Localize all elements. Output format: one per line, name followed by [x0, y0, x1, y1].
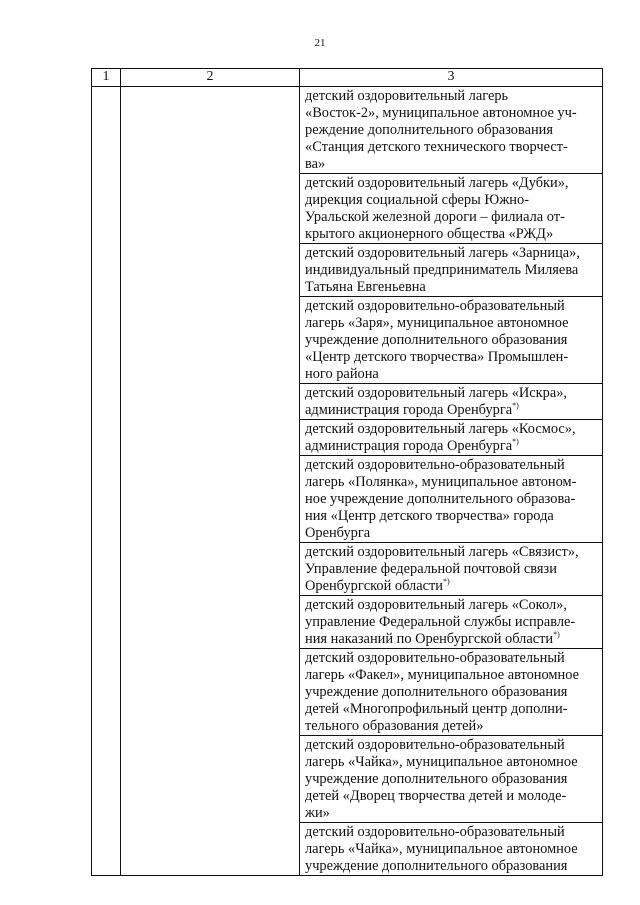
entry-text: администрация города Оренбурга	[305, 438, 513, 454]
footnote-mark: *)	[512, 438, 519, 447]
entry-line	[305, 614, 599, 631]
table-header-row	[92, 69, 603, 87]
entry-text: дирекция социальной сферы Южно-	[305, 192, 529, 208]
entry-line	[305, 841, 599, 858]
entry-text: детский оздоровительный лагерь	[305, 88, 509, 104]
entry-text: лагерь «Чайка», муниципальное автономное	[305, 841, 578, 857]
column-1-cell	[92, 87, 121, 876]
entry-text: детский оздоровительный лагерь «Дубки»,	[305, 175, 569, 191]
institution-entry	[300, 456, 603, 543]
entry-line	[305, 245, 599, 262]
entry-text: лагерь «Чайка», муниципальное автономное	[305, 754, 578, 770]
institution-entry	[300, 420, 603, 456]
entry-text: «Станция детского технического творчест-	[305, 139, 568, 155]
entry-line	[305, 561, 599, 578]
entry-line	[305, 298, 599, 315]
footnote-mark: *)	[512, 402, 519, 411]
entry-text: крытого акционерного общества «РЖД»	[305, 226, 554, 242]
entry-line	[305, 315, 599, 332]
entry-text: Оренбургской области	[305, 578, 443, 594]
entry-text: детский оздоровительный лагерь «Космос»,	[305, 421, 576, 437]
entry-line	[305, 192, 599, 209]
entry-line	[305, 771, 599, 788]
entry-text: «Центр детского творчества» Промышлен-	[305, 349, 569, 365]
entry-text: учреждение дополнительного образования	[305, 332, 568, 348]
entry-text: Татьяна Евгеньевна	[305, 279, 426, 295]
entry-line	[305, 105, 599, 122]
entry-text: детский оздоровительно-образовательный	[305, 457, 565, 473]
entry-text: Уральской железной дороги – филиала от-	[305, 209, 565, 225]
entry-line	[305, 385, 599, 402]
entry-text: Оренбурга	[305, 525, 371, 541]
entry-text: ное учреждение дополнительного образова-	[305, 491, 576, 507]
entry-line	[305, 508, 599, 525]
entry-line	[305, 175, 599, 192]
entry-text: детей «Дворец творчества детей и молоде-	[305, 788, 567, 804]
institution-entry	[300, 384, 603, 420]
entry-text: лагерь «Факел», муниципальное автономное	[305, 667, 579, 683]
entry-text: учреждение дополнительного образования	[305, 771, 568, 787]
entry-text: ва»	[305, 156, 326, 172]
column-header-1: 1	[92, 69, 121, 87]
column-2-cell	[121, 87, 300, 876]
entry-line	[305, 650, 599, 667]
entry-line	[305, 544, 599, 561]
column-header-3: 3	[300, 69, 603, 87]
institution-entry	[300, 87, 603, 174]
entry-line	[305, 88, 599, 105]
entry-line	[305, 366, 599, 383]
entry-line	[305, 824, 599, 841]
entry-text: лагерь «Заря», муниципальное автономное	[305, 315, 569, 331]
entry-line	[305, 122, 599, 139]
institutions-table	[91, 68, 603, 876]
institution-entry	[300, 649, 603, 736]
entry-text: детский оздоровительный лагерь «Связист»,	[305, 544, 579, 560]
entry-text: детский оздоровительный лагерь «Искра»,	[305, 385, 568, 401]
entry-line	[305, 349, 599, 366]
entry-text: управление Федеральной службы исправле-	[305, 614, 576, 630]
institution-entry	[300, 736, 603, 823]
page-number: 21	[314, 37, 326, 49]
entry-line	[305, 491, 599, 508]
entry-text: администрация города Оренбурга	[305, 402, 513, 418]
entry-line	[305, 226, 599, 243]
table-row	[92, 87, 603, 174]
entry-line	[305, 279, 599, 296]
entry-line	[305, 457, 599, 474]
entry-line	[305, 667, 599, 684]
institution-entry	[300, 174, 603, 244]
entry-text: тельного образования детей»	[305, 718, 484, 734]
entry-line	[305, 332, 599, 349]
entry-text: реждение дополнительного образования	[305, 122, 553, 138]
entry-text: детский оздоровительно-образовательный	[305, 737, 565, 753]
entry-line	[305, 597, 599, 614]
entry-line	[305, 737, 599, 754]
entry-line	[305, 805, 599, 822]
entry-text: детский оздоровительно-образовательный	[305, 824, 565, 840]
entry-line	[305, 858, 599, 875]
table-body	[92, 87, 603, 876]
entry-text: ния «Центр детского творчества» города	[305, 508, 554, 524]
column-header-2: 2	[121, 69, 300, 87]
entry-line	[305, 421, 599, 438]
entry-text: лагерь «Полянка», муниципальное автоном-	[305, 474, 577, 490]
institution-entry	[300, 823, 603, 876]
entry-line	[305, 684, 599, 701]
entry-text: ния наказаний по Оренбургской области	[305, 631, 554, 647]
entry-line	[305, 438, 599, 455]
entry-text: детей «Многопрофильный центр дополни-	[305, 701, 568, 717]
entry-line	[305, 139, 599, 156]
entry-text: детский оздоровительный лагерь «Зарница»,	[305, 245, 580, 261]
entry-line	[305, 578, 599, 595]
entry-text: учреждение дополнительного образования	[305, 684, 568, 700]
entry-text: детский оздоровительно-образовательный	[305, 650, 565, 666]
institution-entry	[300, 543, 603, 596]
footnote-mark: *)	[553, 631, 560, 640]
entry-line	[305, 402, 599, 419]
entry-line	[305, 631, 599, 648]
entry-text: детский оздоровительно-образовательный	[305, 298, 565, 314]
entry-line	[305, 701, 599, 718]
entry-line	[305, 262, 599, 279]
entry-text: Управление федеральной почтовой связи	[305, 561, 557, 577]
entry-text: индивидуальный предприниматель Миляева	[305, 262, 579, 278]
entry-text: ного района	[305, 366, 379, 382]
institution-entry	[300, 297, 603, 384]
footnote-mark: *)	[443, 578, 450, 587]
entry-text: «Восток-2», муниципальное автономное уч-	[305, 105, 577, 121]
entry-line	[305, 788, 599, 805]
entry-text: учреждение дополнительного образования	[305, 858, 568, 874]
entry-line	[305, 525, 599, 542]
institution-entry	[300, 244, 603, 297]
entry-line	[305, 474, 599, 491]
entry-line	[305, 718, 599, 735]
entry-text: жи»	[305, 805, 330, 821]
entry-line	[305, 209, 599, 226]
institution-entry	[300, 596, 603, 649]
entry-line	[305, 754, 599, 771]
entry-line	[305, 156, 599, 173]
entry-text: детский оздоровительный лагерь «Сокол»,	[305, 597, 567, 613]
